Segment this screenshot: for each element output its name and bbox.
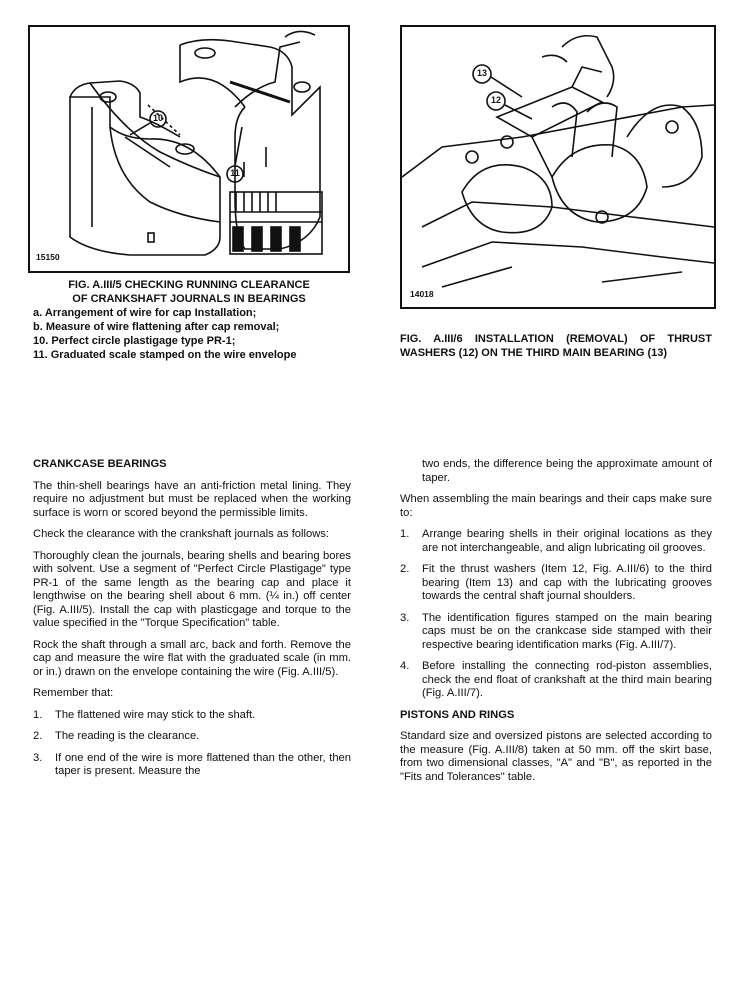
list-number: 2. [400,563,410,575]
list-number: 4. [400,660,410,672]
section-heading-pistons-and-rings: PISTONS AND RINGS [400,708,515,721]
figure-a3-5 [28,25,350,273]
callout-11: 11 [230,168,240,178]
numbered-list [33,709,351,779]
paragraph: Check the clearance with the crankshaft journals as follows: [33,528,329,540]
paragraph: Standard size and oversized pistons are selected according to the measure (Fig. A.III/8) taken at 50 mm. off the skirt base, from two dimensional classes, "A" and "B", as reported in the "Fits and Tolerances" table. [400,730,712,783]
figure-a3-6 [400,25,716,309]
list-text: The identification figures stamped on the main bearing caps must be on the crankcase side stamped with their respective bearing identification marks (Fig. A.III/7). [422,611,712,651]
caption-title-2: OF CRANKSHAFT JOURNALS IN BEARINGS [72,293,306,305]
caption-text: FIG. A.III/6 INSTALLATION (REMOVAL) OF THRUST WASHERS (12) ON THE THIRD MAIN BEARING (13) [400,333,712,359]
paragraph: Rock the shaft through a small arc, back and forth. Remove the cap and measure the wire flat with the graduated scale (in mm. or in.) drawn on the envelope containing the wire (Fig. A.III/5). [33,638,351,678]
list-item [33,730,351,744]
list-text: Arrange bearing shells in their original locations as they are not interchangeable, and align lubricating oil grooves. [422,528,712,554]
list-item [33,709,351,723]
caption-line-b: b. Measure of wire flattening after cap removal; [33,321,280,333]
continuation-text: two ends, the difference being the approximate amount of taper. [422,458,712,484]
list-item [400,612,712,653]
list-number: 2. [33,730,43,742]
list-item [400,660,712,701]
left-column [33,458,351,787]
figure-a3-6-caption [400,332,712,360]
list-item [400,528,712,555]
list-number: 3. [33,751,43,764]
bearing-illustration [30,27,348,271]
list-number: 3. [400,611,410,624]
paragraph: Thoroughly clean the journals, bearing shells and bearing bores with solvent. Use a segment of "Perfect Circle Plastigage" type PR-1 of the same length as the bearing cap and place it lengthwise on the bearing shell about 6 mm. (¼ in.) off center (Fig. A.III/5). Install the cap with plasticgage and torque to the value specified in the "Torque Specification" table. [33,549,351,629]
right-column [400,458,712,792]
paragraph: The thin-shell bearings have an anti-friction metal lining. They require no adjustment but must be replaced when the working surface is worn or scored beyond the permissible limits. [33,479,351,519]
list-item [33,752,351,779]
numbered-list [400,528,712,701]
callout-13: 13 [476,68,487,78]
callout-10: 10 [152,113,163,123]
list-number: 1. [33,708,43,721]
paragraph: Remember that: [33,687,114,699]
figure-a3-5-caption [33,278,345,362]
list-text: The reading is the clearance. [55,730,200,742]
caption-line-11: 11. Graduated scale stamped on the wire envelope [33,349,297,361]
caption-line-10: 10. Perfect circle plastigage type PR-1; [33,335,236,347]
figure-number: 14018 [410,289,434,299]
caption-line-a: a. Arrangement of wire for cap Installation; [33,307,257,319]
list-text: Fit the thrust washers (Item 12, Fig. A.III/6) to the third bearing (Item 13) and cap with the lubricating grooves towards the central shaft journal shoulders. [422,563,712,602]
thrust-washer-illustration [402,27,714,307]
paragraph: When assembling the main bearings and their caps make sure to: [400,493,712,519]
list-text: Before installing the connecting rod-piston assemblies, check the end float of crankshaft at the third main bearing (Fig. A.III/7). [422,660,712,699]
list-text: The flattened wire may stick to the shaft. [55,708,256,721]
figure-number: 15150 [36,252,60,262]
list-text: If one end of the wire is more flattened than the other, then taper is present. Measure the [55,751,351,777]
caption-title: FIG. A.III/5 CHECKING RUNNING CLEARANCE [68,279,310,291]
section-heading-crankcase-bearings: CRANKCASE BEARINGS [33,458,167,470]
callout-12: 12 [490,95,501,105]
list-number: 1. [400,528,410,540]
list-item [400,563,712,604]
